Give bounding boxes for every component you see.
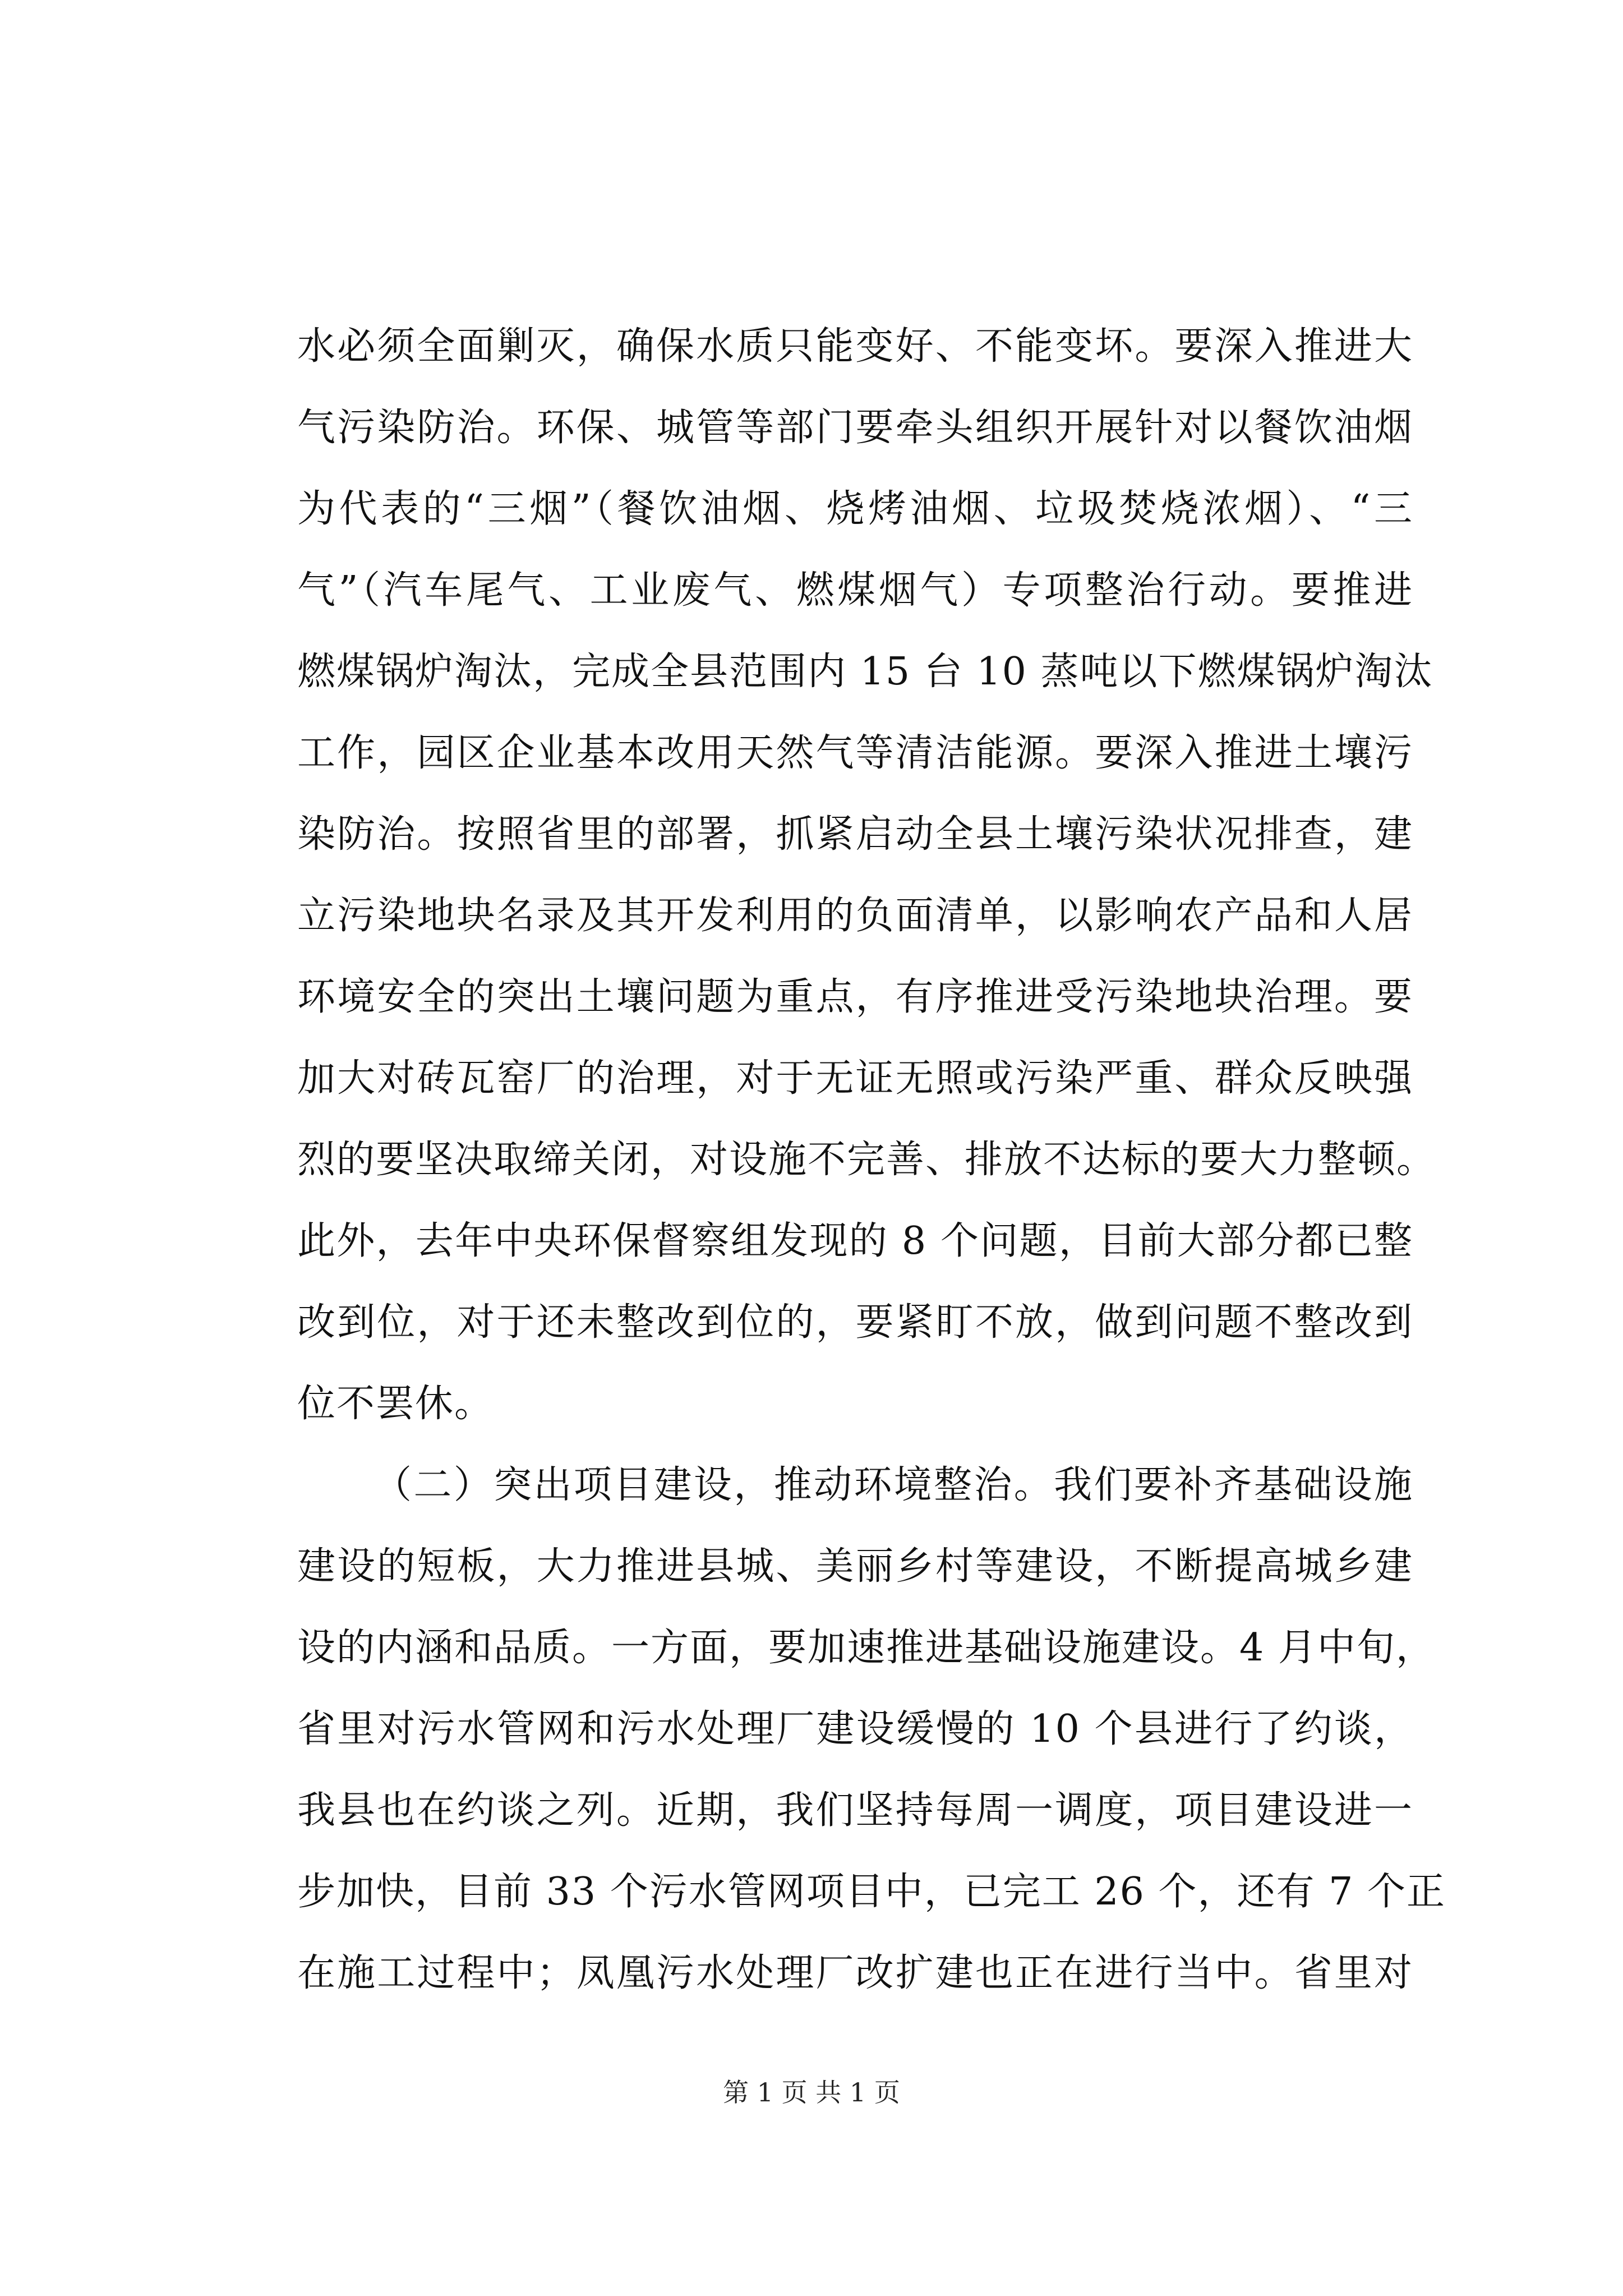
text-line: 改到位，对于还未整改到位的，要紧盯不放，做到问题不整改到 — [297, 1300, 1413, 1345]
text-line: 设的内涵和品质。一方面，要加速推进基础设施建设。4 月中旬， — [297, 1626, 1435, 1670]
section-heading-line: （二）突出项目建设，推动环境整治。我们要补齐基础设施 — [374, 1463, 1413, 1507]
text-line: 立污染地块名录及其开发利用的负面清单，以影响农产品和人居 — [297, 894, 1413, 938]
text-line: 省里对污水管网和污水处理厂建设缓慢的 10 个县进行了约谈， — [297, 1707, 1413, 1751]
text-line: 环境安全的突出土壤问题为重点，有序推进受污染地块治理。要 — [297, 975, 1413, 1019]
text-line: 此外，去年中央环保督察组发现的 8 个问题，目前大部分都已整 — [297, 1219, 1413, 1263]
text-line: 烈的要坚决取缔关闭，对设施不完善、排放不达标的要大力整顿。 — [297, 1138, 1436, 1182]
text-line: 步加快，目前 33 个污水管网项目中，已完工 26 个，还有 7 个正 — [297, 1870, 1446, 1914]
page-number: 第 1 页 共 1 页 — [723, 2077, 900, 2108]
text-line: 在施工过程中；凤凰污水处理厂改扩建也正在进行当中。省里对 — [297, 1951, 1413, 1995]
page-footer — [0, 2076, 1623, 2109]
text-line: 加大对砖瓦窑厂的治理，对于无证无照或污染严重、群众反映强 — [297, 1056, 1413, 1101]
text-line: 为代表的“三烟”（餐饮油烟、烧烤油烟、垃圾焚烧浓烟）、“三 — [297, 487, 1413, 531]
text-line: 气”（汽车尾气、工业废气、燃煤烟气）专项整治行动。要推进 — [297, 568, 1413, 613]
text-line: 工作，园区企业基本改用天然气等清洁能源。要深入推进土壤污 — [297, 731, 1413, 775]
text-line: 燃煤锅炉淘汰，完成全县范围内 15 台 10 蒸吨以下燃煤锅炉淘汰 — [297, 650, 1433, 694]
body-text — [297, 306, 1446, 2014]
text-line: 水必须全面剿灭，确保水质只能变好、不能变坏。要深入推进大 — [297, 324, 1413, 369]
text-line: 气污染防治。环保、城管等部门要牵头组织开展针对以餐饮油烟 — [297, 406, 1413, 450]
text-line: 位不罢休。 — [297, 1382, 494, 1426]
text-line: 建设的短板，大力推进县城、美丽乡村等建设，不断提高城乡建 — [297, 1544, 1413, 1589]
text-line: 我县也在约谈之列。近期，我们坚持每周一调度，项目建设进一 — [297, 1788, 1413, 1833]
text-line: 染防治。按照省里的部署，抓紧启动全县土壤污染状况排查，建 — [297, 812, 1413, 857]
